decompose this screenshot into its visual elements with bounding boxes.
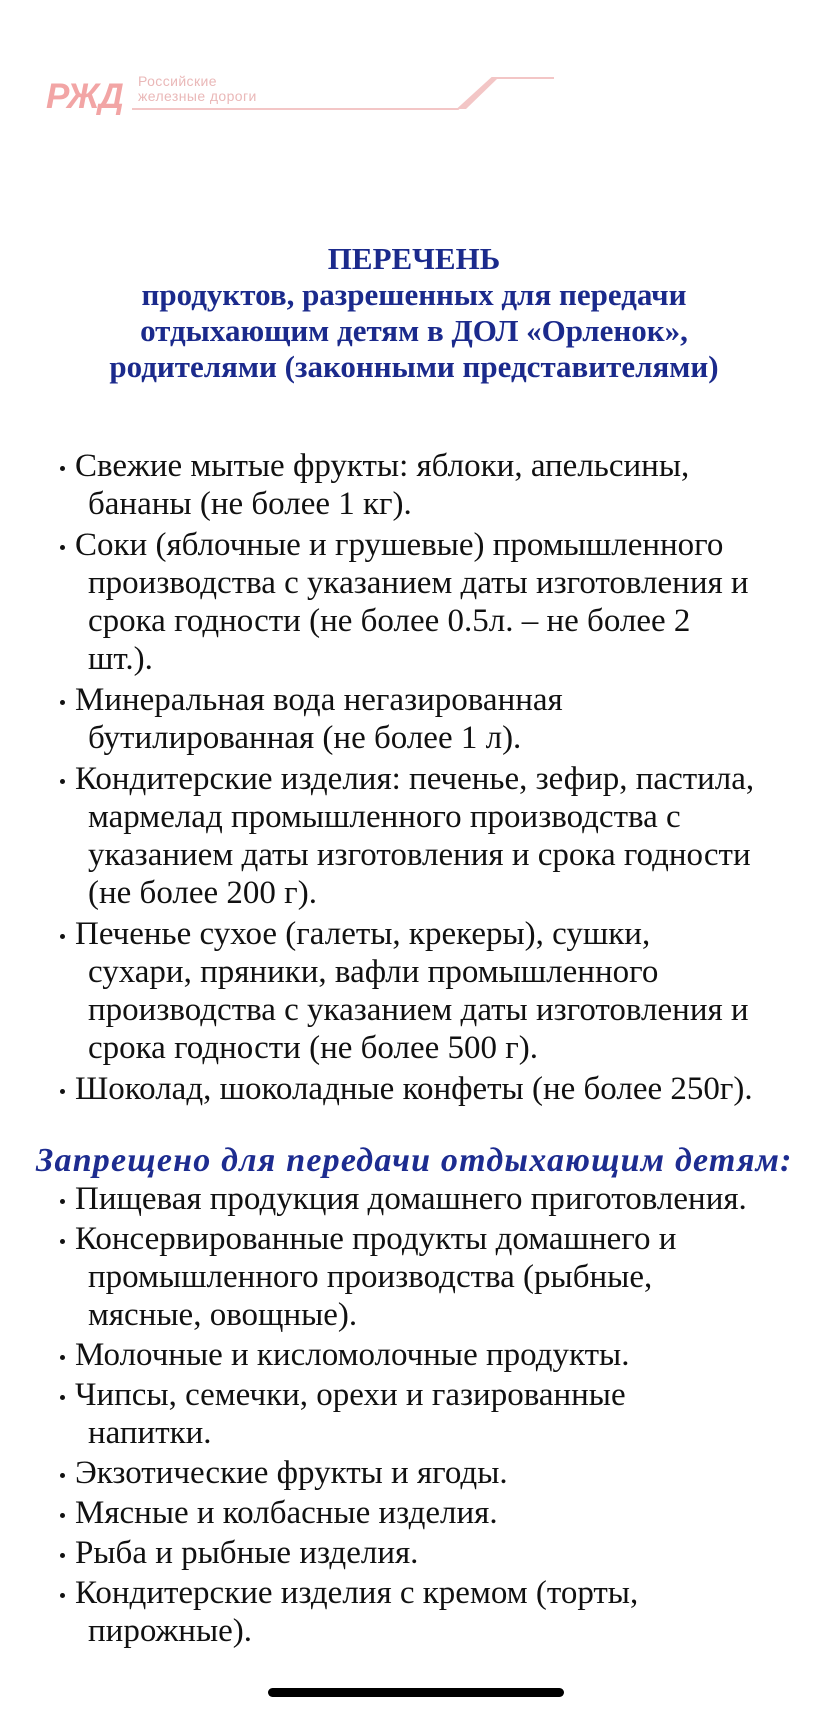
bullet-icon — [60, 545, 65, 550]
item-line: напитки. — [88, 1415, 212, 1451]
item-line: промышленного производства (рыбные, — [88, 1259, 653, 1295]
item-line: Пищевая продукция домашнего приготовления. — [75, 1181, 747, 1217]
item-line: Шоколад, шоколадные конфеты (не более 250г). — [75, 1071, 753, 1107]
item-line: Свежие мытые фрукты: яблоки, апельсины, — [75, 448, 690, 484]
bullet-icon — [60, 1593, 65, 1598]
bullet-icon — [60, 779, 65, 784]
logo-mark: РЖД — [46, 77, 123, 116]
item-line: пирожные). — [88, 1613, 253, 1649]
item-line: Молочные и кисломолочные продукты. — [75, 1337, 630, 1373]
logo-swoosh-accent — [458, 78, 498, 109]
item-line: мармелад промышленного производства с — [88, 799, 681, 835]
bullet-icon — [60, 1395, 65, 1400]
title-line: ПЕРЕЧЕНЬ — [327, 241, 501, 276]
list-item — [0, 1574, 828, 1650]
bullet-icon — [60, 934, 65, 939]
logo-text-line2: железные дороги — [138, 88, 257, 104]
item-line: Чипсы, семечки, орехи и газированные — [75, 1377, 626, 1413]
item-line: Экзотические фрукты и ягоды. — [75, 1455, 508, 1491]
item-line: мясные, овощные). — [88, 1297, 358, 1333]
item-line: Кондитерские изделия с кремом (торты, — [75, 1575, 639, 1611]
item-line: указанием даты изготовления и срока годности — [88, 837, 751, 873]
allowed-products-list — [0, 447, 828, 1108]
item-line: бутилированная (не более 1 л). — [88, 720, 522, 756]
bullet-icon — [60, 1473, 65, 1478]
item-line: срока годности (не более 0.5л. – не более 2 — [88, 603, 691, 639]
item-line: производства с указанием даты изготовления и — [88, 992, 749, 1028]
list-item — [0, 526, 828, 678]
item-line: срока годности (не более 500 г). — [88, 1030, 539, 1066]
item-line: (не более 200 г). — [88, 875, 317, 911]
item-line: производства с указанием даты изготовления и — [88, 565, 749, 601]
bullet-icon — [60, 466, 65, 471]
rzd-logo — [46, 72, 566, 118]
logo-text-line1: Российские — [138, 73, 217, 89]
forbidden-heading: Запрещено для передачи отдыхающим детям: — [36, 1142, 793, 1179]
list-item — [0, 1534, 828, 1572]
bullet-icon — [60, 1355, 65, 1360]
item-line: Рыба и рыбные изделия. — [75, 1535, 419, 1571]
list-item — [0, 1376, 828, 1452]
forbidden-products-list — [0, 1180, 828, 1650]
bullet-icon — [60, 1513, 65, 1518]
list-item — [0, 447, 828, 523]
list-item — [0, 760, 828, 912]
list-item — [0, 915, 828, 1067]
list-item — [0, 1454, 828, 1492]
item-line: Минеральная вода негазированная — [75, 682, 563, 718]
item-line: сухари, пряники, вафли промышленного — [88, 954, 659, 990]
list-item — [0, 1070, 828, 1108]
rzd-logo-graphic — [46, 72, 566, 118]
item-line: Соки (яблочные и грушевые) промышленного — [75, 527, 724, 563]
bullet-icon — [60, 1239, 65, 1244]
title-line: родителями (законными представителями) — [109, 349, 719, 384]
document-title — [0, 241, 828, 385]
item-line: шт.). — [88, 641, 153, 677]
bullet-icon — [60, 1553, 65, 1558]
bullet-icon — [60, 1199, 65, 1204]
title-line: отдыхающим детям в ДОЛ «Орленок», — [140, 313, 688, 348]
item-line: бананы (не более 1 кг). — [88, 486, 412, 522]
item-line: Кондитерские изделия: печенье, зефир, пастила, — [75, 761, 755, 797]
bullet-icon — [60, 700, 65, 705]
item-line: Консервированные продукты домашнего и — [75, 1221, 677, 1257]
item-line: Печенье сухое (галеты, крекеры), сушки, — [75, 916, 651, 952]
item-line: Мясные и колбасные изделия. — [75, 1495, 498, 1531]
list-item — [0, 1220, 828, 1334]
list-item — [0, 1494, 828, 1532]
bullet-icon — [60, 1089, 65, 1094]
list-item — [0, 681, 828, 757]
list-item — [0, 1180, 828, 1218]
list-item — [0, 1336, 828, 1374]
home-indicator[interactable] — [268, 1688, 564, 1697]
title-line: продуктов, разрешенных для передачи — [141, 277, 687, 312]
